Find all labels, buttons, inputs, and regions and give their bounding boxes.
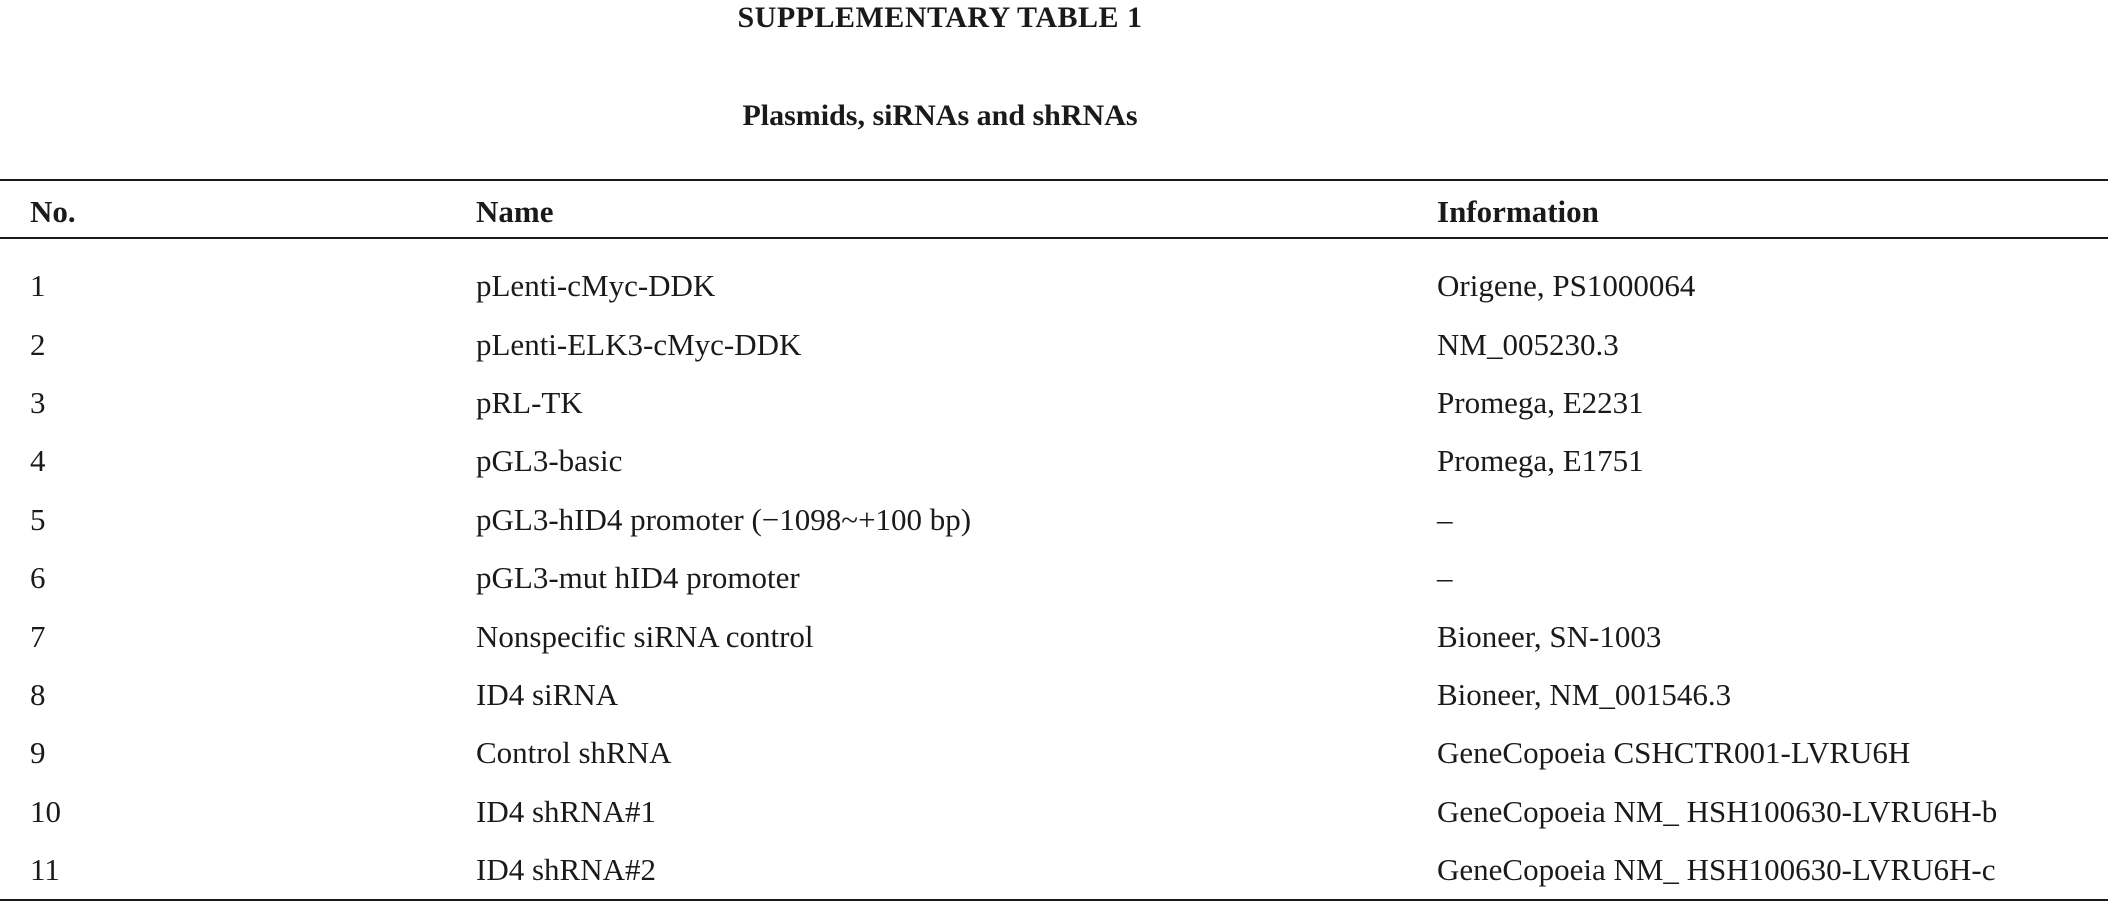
table-row [0, 549, 2108, 607]
cell-no: 3 [30, 384, 46, 420]
cell-information: – [1437, 501, 1453, 537]
cell-information: GeneCopoeia NM_ HSH100630-LVRU6H-c [1407, 841, 2108, 900]
cell-information: Promega, E2231 [1437, 384, 1644, 420]
cell-no: 5 [30, 501, 46, 537]
cell-information: Promega, E1751 [1437, 443, 1644, 479]
table-row [0, 432, 2108, 490]
table-title: SUPPLEMENTARY TABLE 1 [737, 1, 1143, 34]
cell-name: pGL3-basic [476, 443, 623, 479]
cell-no: 11 [0, 841, 446, 900]
cell-no: 2 [30, 326, 46, 362]
cell-information: – [1437, 560, 1453, 596]
column-header-no: No. [0, 180, 446, 238]
table-row [0, 238, 2108, 315]
cell-no: 10 [30, 793, 61, 829]
cell-name: Control shRNA [476, 735, 672, 771]
cell-no: 9 [30, 735, 46, 771]
cell-name: pLenti-ELK3-cMyc-DDK [476, 326, 802, 362]
table-row [0, 491, 2108, 549]
table-row [0, 666, 2108, 724]
table-row [0, 315, 2108, 373]
cell-no: 1 [30, 268, 46, 304]
cell-name: pLenti-cMyc-DDK [476, 268, 716, 304]
table-header-row [0, 180, 2108, 238]
cell-name: ID4 shRNA#2 [446, 841, 1407, 900]
cell-information: Bioneer, NM_001546.3 [1437, 676, 1732, 712]
cell-no: 7 [30, 618, 46, 654]
cell-no: 8 [30, 676, 46, 712]
cell-name: pRL-TK [476, 384, 583, 420]
plasmids-table [0, 179, 2108, 901]
table-row [0, 374, 2108, 432]
cell-name: pGL3-hID4 promoter (−1098~+100 bp) [476, 501, 972, 537]
table-subtitle: Plasmids, siRNAs and shRNAs [742, 99, 1138, 132]
cell-information: Bioneer, SN-1003 [1437, 618, 1662, 654]
table-row [0, 607, 2108, 665]
cell-name: Nonspecific siRNA control [476, 618, 814, 654]
column-header-name: Name [446, 180, 1407, 238]
column-header-information: Information [1407, 180, 2108, 238]
table-row [0, 724, 2108, 782]
cell-no: 4 [30, 443, 46, 479]
cell-name: pGL3-mut hID4 promoter [476, 560, 800, 596]
cell-name: ID4 shRNA#1 [476, 793, 656, 829]
cell-name: ID4 siRNA [476, 676, 619, 712]
cell-no: 6 [30, 560, 46, 596]
table-row [0, 783, 2108, 841]
table-row [0, 841, 2108, 900]
cell-information: Origene, PS1000064 [1437, 268, 1696, 304]
cell-information: GeneCopoeia NM_ HSH100630-LVRU6H-b [1437, 793, 1998, 829]
cell-information: NM_005230.3 [1437, 326, 1619, 362]
cell-information: GeneCopoeia CSHCTR001-LVRU6H [1437, 735, 1911, 771]
